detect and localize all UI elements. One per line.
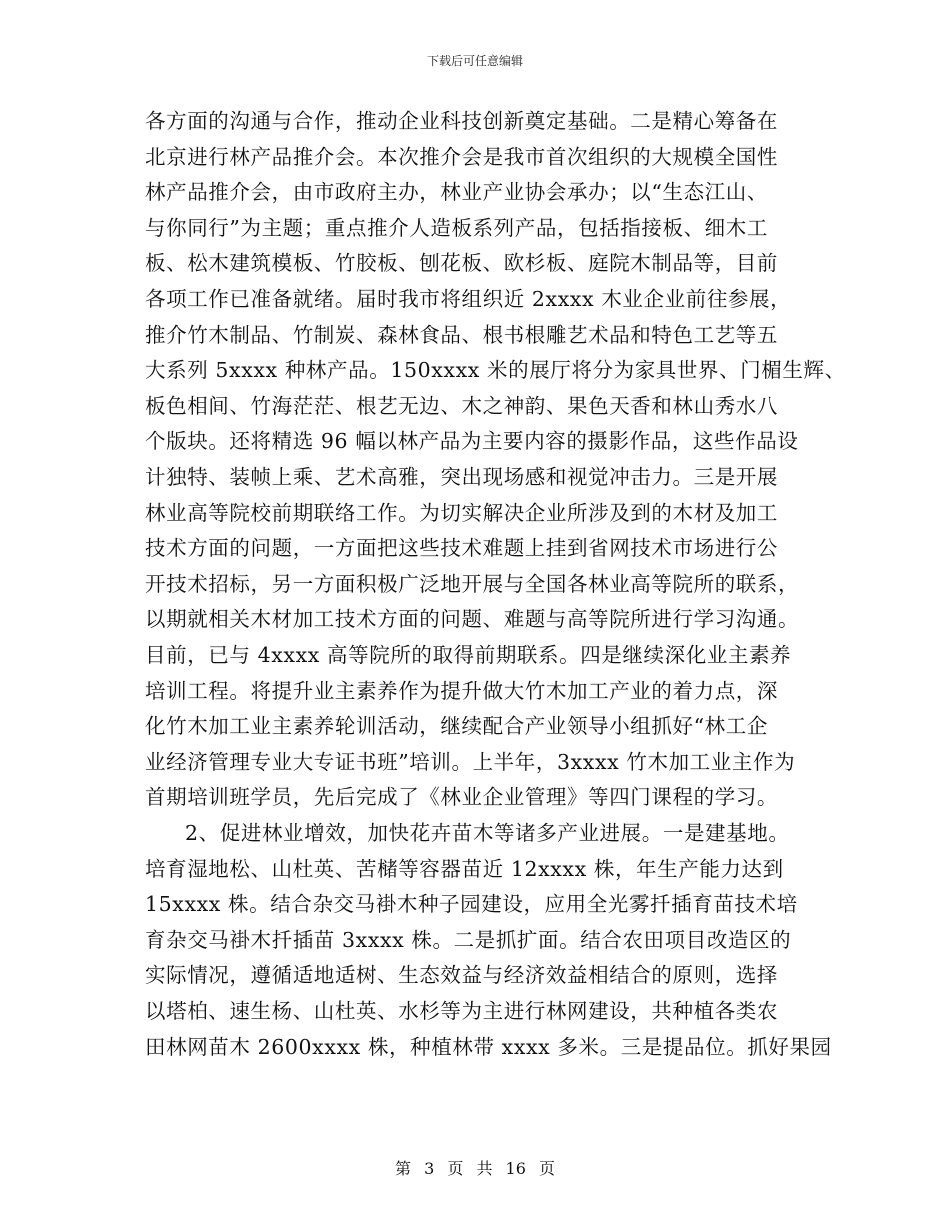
text-line: 首期培训班学员，先后完成了《林业企业管理》等四门课程的学习。 (145, 785, 778, 810)
page-header-note: 下载后可任意编辑 (426, 54, 523, 68)
text-line: 15xxxx 株。结合杂交马褂木种子园建设，应用全光雾扦插育苗技术培 (145, 892, 798, 917)
text-line: 板、松木建筑模板、竹胶板、刨花板、欧杉板、庭院木制品等，目前 (145, 251, 778, 276)
text-line: 板色相间、竹海茫茫、根艺无边、木之神韵、果色天香和林山秀水八 (145, 393, 778, 418)
text-line: 以期就相关木材加工技术方面的问题、难题与高等院所进行学习沟通。 (145, 607, 800, 632)
text-line: 培训工程。将提升业主素养作为提升做大竹木加工产业的着力点，深 (145, 678, 778, 703)
text-line: 以塔柏、速生杨、山杜英、水杉等为主进行林网建设，共种植各类农 (145, 999, 778, 1023)
text-line: 林产品推介会，由市政府主办，林业产业协会承办；以“生态江山、 (145, 180, 768, 205)
text-line: 北京进行林产品推介会。本次推介会是我市首次组织的大规模全国性 (145, 144, 778, 169)
text-line: 技术方面的问题，一方面把这些技术难题上挂到省网技术市场进行公 (145, 536, 778, 561)
text-line: 推介竹木制品、竹制炭、森林食品、根书根雕艺术品和特色工艺等五 (145, 322, 778, 347)
text-line: 目前，已与 4xxxx 高等院所的取得前期联系。四是继续深化业主素养 (145, 643, 792, 667)
text-line: 与你同行”为主题；重点推介人造板系列产品，包括指接板、细木工 (145, 215, 768, 240)
text-line: 各方面的沟通与合作，推动企业科技创新奠定基础。二是精心筹备在 (145, 109, 778, 133)
text-line: 培育湿地松、山杜英、苦槠等容器苗近 12xxxx 株，年生产能力达到 (145, 856, 784, 881)
text-line: 个版块。还将精选 96 幅以林产品为主要内容的摄影作品，这些作品设 (145, 429, 799, 454)
text-line: 大系列 5xxxx 种林产品。150xxxx 米的展厅将分为家具世界、门楣生辉、 (145, 358, 846, 383)
text-line: 实际情况，遵循适地适树、生态效益与经济效益相结合的原则，选择 (145, 963, 778, 988)
text-line: 育杂交马褂木扦插苗 3xxxx 株。二是抓扩面。结合农田项目改造区的 (145, 927, 792, 952)
text-line: 林业高等院校前期联络工作。为切实解决企业所涉及到的木材及加工 (145, 500, 778, 525)
text-line: 各项工作已准备就绪。届时我市将组织近 2xxxx 木业企业前往参展， (145, 287, 792, 311)
text-line: 化竹木加工业主素养轮训活动，继续配合产业领导小组抓好“林工企 (145, 714, 768, 739)
text-line: 业经济管理专业大专证书班”培训。上半年，3xxxx 竹木加工业主作为 (145, 749, 796, 774)
paragraph-start-line: 2、促进林业增效，加快花卉苗木等诸多产业进展。一是建基地。 (185, 821, 790, 845)
page-number: 第 3 页 共 16 页 (395, 1159, 555, 1178)
text-line: 田林网苗木 2600xxxx 株，种植林带 xxxx 多米。三是提品位。抓好果园 (145, 1034, 832, 1059)
text-line: 开技术招标，另一方面积极广泛地开展与全国各林业高等院所的联系， (145, 571, 800, 596)
text-line: 计独特、装帧上乘、艺术高雅，突出现场感和视觉冲击力。三是开展 (145, 465, 778, 489)
